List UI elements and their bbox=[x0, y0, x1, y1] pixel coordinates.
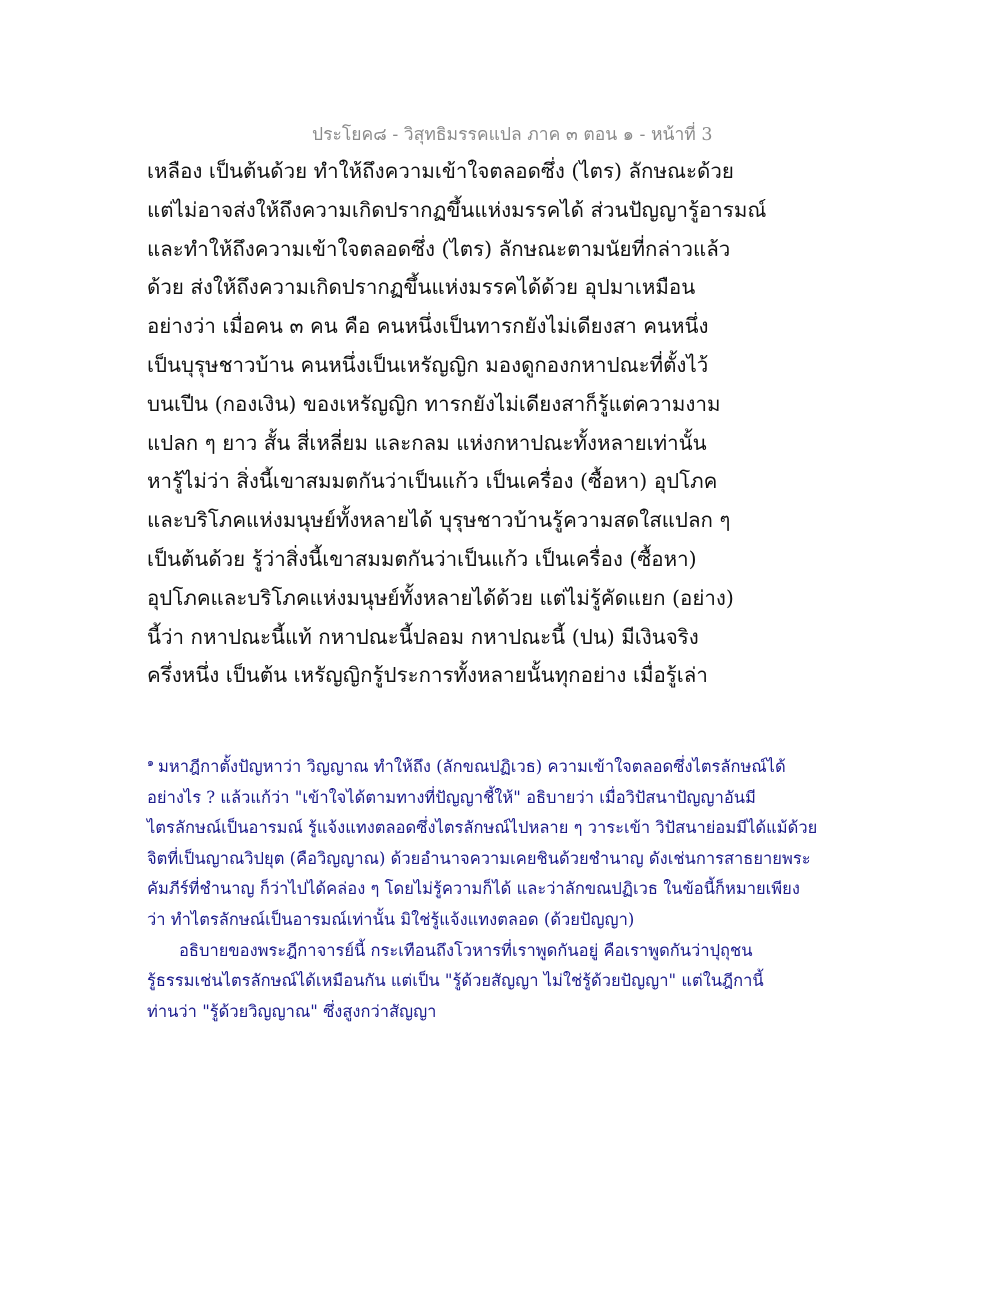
footnote-text: มหาฎีกาตั้งปัญหาว่า วิญญาณ ทำให้ถึง (ลักขณปฏิเวธ) ความเข้าใจตลอดซึ่งไตรลักษณ์ได้ bbox=[157, 757, 786, 776]
text-line: เป็นต้นด้วย รู้ว่าสิ่งนี้เขาสมมตกันว่าเป็นแก้ว เป็นเครื่อง (ซื้อหา) bbox=[147, 546, 697, 571]
text-line: นี้ว่า กหาปณะนี้แท้ กหาปณะนี้ปลอม กหาปณะนี้ (ปน) มีเงินจริง bbox=[147, 624, 699, 649]
footnote-line: อธิบายของพระฎีกาจารย์นี้ กระเทือนถึงโวหารที่เราพูดกันอยู่ คือเราพูดกันว่าปุถุชน bbox=[179, 940, 753, 960]
footnote-line: รู้ธรรมเช่นไตรลักษณ์ได้เหมือนกัน แต่เป็น "รู้ด้วยสัญญา ไม่ใช่รู้ด้วยปัญญา" แต่ในฎีกานี้ bbox=[147, 971, 764, 991]
footnote-line: ท่านว่า "รู้ด้วยวิญญาณ" ซึ่งสูงกว่าสัญญา bbox=[147, 1001, 437, 1021]
footnote-line bbox=[147, 752, 867, 783]
text-line: บนเปีน (กองเงิน) ของเหรัญญิก ทารกยังไม่เดียงสาก็รู้แต่ความงาม bbox=[147, 391, 721, 416]
footnote-line: ว่า ทำไตรลักษณ์เป็นอารมณ์เท่านั้น มิใช่รู้แจ้งแทงตลอด (ด้วยปัญญา) bbox=[147, 909, 635, 929]
page-header: ประโยค๘ - วิสุทธิมรรคแปล ภาค ๓ ตอน ๑ - หน้าที่ 3 bbox=[312, 125, 713, 145]
footnote-line: ไตรลักษณ์เป็นอารมณ์ รู้แจ้งแทงตลอดซึ่งไตรลักษณ์ไปหลาย ๆ วาระเข้า วิปัสนาย่อมมีได้แม้ด้วย bbox=[147, 818, 818, 838]
text-line: เป็นบุรุษชาวบ้าน คนหนึ่งเป็นเหรัญญิก มองดูกองกหาปณะที่ตั้งไว้ bbox=[147, 352, 709, 377]
text-line: ด้วย ส่งให้ถึงความเกิดปรากฏขึ้นแห่งมรรคได้ด้วย อุปมาเหมือน bbox=[147, 275, 696, 300]
text-line: เหลือง เป็นต้นด้วย ทำให้ถึงความเข้าใจตลอดซึ่ง (ไตร) ลักษณะด้วย bbox=[147, 159, 734, 183]
footnote-marker: ๑ bbox=[147, 755, 154, 769]
footnote-block bbox=[147, 752, 867, 1027]
footnote-line: อย่างไร ? แล้วแก้ว่า "เข้าใจได้ตามทางที่ปัญญาชี้ให้" อธิบายว่า เมื่อวิปัสนาปัญญาอันมี bbox=[147, 787, 756, 807]
footnote-line: จิตที่เป็นญาณวิปยุต (คือวิญญาณ) ด้วยอำนาจความเคยชินด้วยชำนาญ ดังเช่นการสาธยายพระ bbox=[147, 848, 811, 868]
text-line: อุปโภคและบริโภคแห่งมนุษย์ทั้งหลายได้ด้วย แต่ไม่รู้คัดแยก (อย่าง) bbox=[147, 585, 734, 610]
text-line: อย่างว่า เมื่อคน ๓ คน คือ คนหนึ่งเป็นทารกยังไม่เดียงสา คนหนึ่ง bbox=[147, 314, 709, 339]
main-text bbox=[147, 152, 867, 695]
text-line: หารู้ไม่ว่า สิ่งนี้เขาสมมตกันว่าเป็นแก้ว เป็นเครื่อง (ซื้อหา) อุปโภค bbox=[147, 469, 718, 494]
text-line: แปลก ๆ ยาว สั้น สี่เหลี่ยม และกลม แห่งกหาปณะทั้งหลายเท่านั้น bbox=[147, 430, 707, 455]
text-line: และบริโภคแห่งมนุษย์ทั้งหลายได้ บุรุษชาวบ้านรู้ความสดใสแปลก ๆ bbox=[147, 508, 731, 533]
footnote-line: คัมภีร์ที่ชำนาญ ก็ว่าไปได้คล่อง ๆ โดยไม่รู้ความก็ได้ และว่าลักขณปฏิเวธ ในข้อนี้ก็หมายเพียง bbox=[147, 879, 800, 899]
text-line: และทำให้ถึงความเข้าใจตลอดซึ่ง (ไตร) ลักษณะตามนัยที่กล่าวแล้ว bbox=[147, 236, 731, 261]
text-line: ครึ่งหนึ่ง เป็นต้น เหรัญญิกรู้ประการทั้งหลายนั้นทุกอย่าง เมื่อรู้เล่า bbox=[147, 663, 708, 688]
text-line: แต่ไม่อาจส่งให้ถึงความเกิดปรากฏขึ้นแห่งมรรคได้ ส่วนปัญญารู้อารมณ์ bbox=[147, 197, 767, 222]
